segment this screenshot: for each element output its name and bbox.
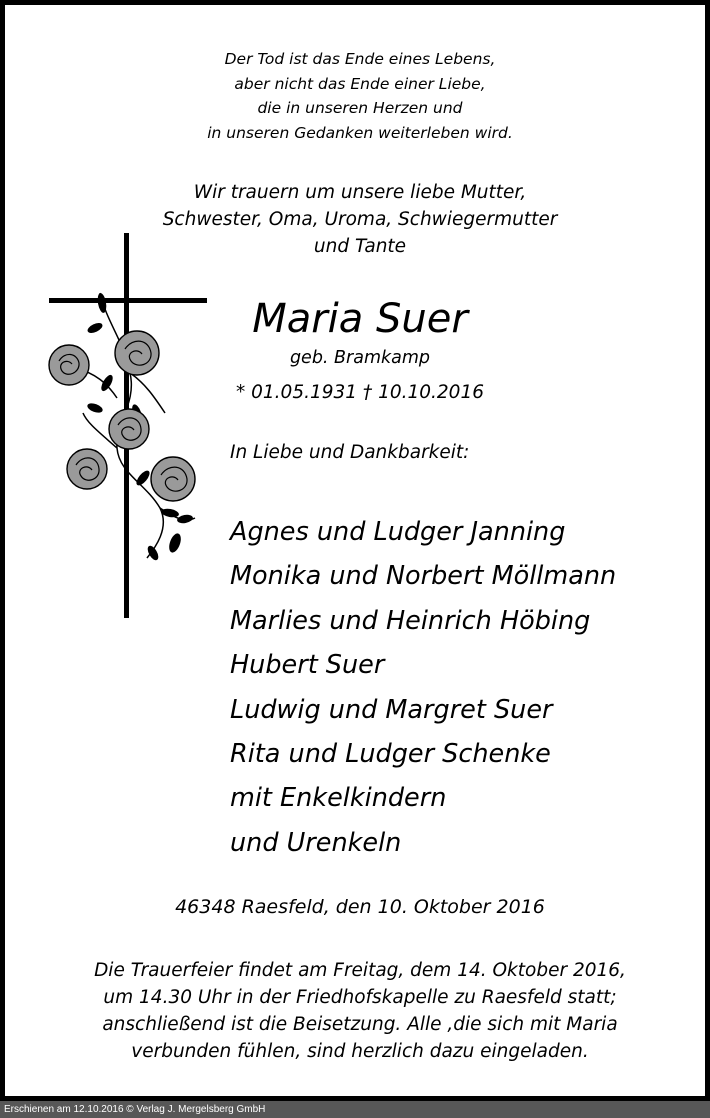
intro-line: und Tante: [313, 236, 407, 257]
thanks-line: In Liebe und Dankbarkeit:: [230, 442, 470, 463]
life-dates: * 01.05.1931 † 10.10.2016: [236, 382, 484, 403]
list-item: und Urenkeln: [230, 827, 402, 858]
poem-line: aber nicht das Ende einer Liebe,: [234, 74, 486, 93]
service-line: verbunden fühlen, sind herzlich dazu eingeladen.: [131, 1041, 589, 1062]
poem-line: die in unseren Herzen und: [257, 99, 463, 117]
list-item: mit Enkelkindern: [230, 783, 447, 814]
mourner-list: [230, 510, 616, 865]
poem-line: Der Tod ist das Ende eines Lebens,: [224, 50, 496, 68]
birth-name: geb. Bramkamp: [289, 348, 431, 368]
list-item: Rita und Ludger Schenke: [230, 738, 551, 769]
list-item: Ludwig und Margret Suer: [230, 694, 553, 725]
intro-line: Schwester, Oma, Uroma, Schwiegermutter: [162, 209, 558, 230]
list-item: Agnes und Ludger Janning: [230, 517, 566, 547]
service-line: Die Trauerfeier findet am Freitag, dem 14. Oktober 2016,: [94, 960, 626, 981]
publication-footer: Erschienen am 12.10.2016 © Verlag J. Mergelsberg GmbH: [0, 1101, 710, 1118]
deceased-name: Maria Suer: [252, 296, 468, 342]
service-info: [5, 957, 710, 1065]
list-item: Marlies und Heinrich Höbing: [230, 605, 591, 636]
service-line: um 14.30 Uhr in der Friedhofskapelle zu Raesfeld statt;: [103, 987, 617, 1008]
poem: [5, 47, 710, 145]
service-line: anschließend ist die Beisetzung. Alle ,die sich mit Maria: [102, 1014, 618, 1035]
list-item: Monika und Norbert Möllmann: [230, 561, 617, 592]
intro-line: Wir trauern um unsere liebe Mutter,: [193, 182, 527, 203]
list-item: Hubert Suer: [230, 650, 385, 681]
poem-line: in unseren Gedanken weiterleben wird.: [207, 123, 513, 142]
place-and-date: 46348 Raesfeld, den 10. Oktober 2016: [175, 896, 545, 918]
cross-with-roses-icon: [45, 233, 215, 623]
